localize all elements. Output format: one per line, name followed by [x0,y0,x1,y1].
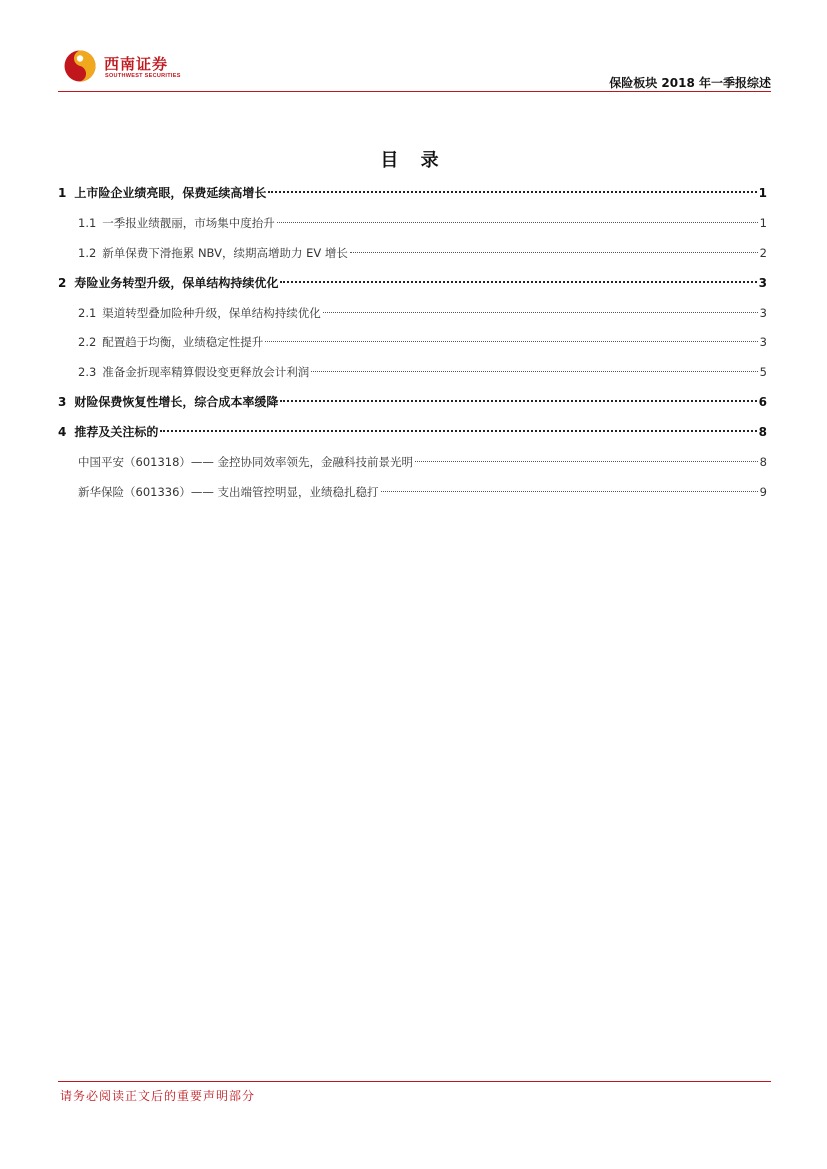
toc-entry-1-1[interactable] [58,211,767,241]
dot-leader [268,191,756,193]
dot-leader [160,430,756,432]
toc-entry-ping-an[interactable] [58,450,767,480]
toc-entry-number: 1 [58,186,67,200]
dot-leader [277,222,758,223]
company-logo [64,50,204,84]
toc-entry-text: 配置趋于均衡，业绩稳定性提升 [102,335,264,350]
header-divider [58,91,771,92]
toc-entry-number: 2.3 [78,365,97,380]
toc-entry-number: 4 [58,425,67,440]
toc-entry-text: 寿险业务转型升级，保单结构持续优化 [74,275,279,290]
toc-entry-2-3[interactable] [58,360,767,390]
toc-entry-text: 新华保险（601336）—— 支出端管控明显，业绩稳扎稳打 [78,484,379,499]
report-title: 保险板块 2018 年一季报综述 [609,76,771,90]
dot-leader [415,461,758,462]
toc-heading: 目 录 [380,150,447,171]
dot-leader [280,281,756,283]
logo-chinese-name: 西南证券 [104,55,169,73]
toc-entry-text: 准备金折现率精算假设变更释放会计利润 [102,365,310,380]
page-header [58,48,771,92]
toc-entry-text: 一季报业绩靓丽，市场集中度抬升 [102,215,275,230]
toc-entry-number: 2.1 [78,305,97,320]
toc-entry-text: 渠道转型叠加险种升级，保单结构持续优化 [102,305,321,320]
dot-leader [311,371,757,372]
toc-entry-1-2[interactable] [58,241,767,271]
toc-entry-number: 1.2 [78,245,97,260]
toc-entry-page: 3 [759,335,767,350]
toc-entry-number: 2 [58,275,67,290]
toc-entry-text: 推荐及关注标的 [74,425,159,440]
toc-entry-text: 财险保费恢复性增长，综合成本率缓降 [74,395,279,410]
toc-entry-page: 3 [758,275,767,290]
table-of-contents [58,181,767,510]
dot-leader [323,312,758,313]
toc-entry-2-1[interactable] [58,301,767,331]
dot-leader [381,491,758,492]
toc-entry-3[interactable] [58,390,767,420]
logo-english-name: SOUTHWEST SECURITIES [105,73,181,79]
southwest-securities-logo-icon [64,50,96,82]
toc-entry-2-2[interactable] [58,330,767,360]
toc-entry-page: 1 [759,215,767,230]
toc-entry-page: 3 [759,305,767,320]
dot-leader [265,341,757,342]
toc-entry-page: 1 [758,186,767,200]
footer-disclaimer: 请务必阅读正文后的重要声明部分 [60,1089,256,1103]
toc-entry-text: 上市险企业绩亮眼，保费延续高增长 [74,186,267,200]
toc-entry-page: 2 [759,245,767,260]
toc-entry-page: 5 [759,365,767,380]
dot-leader [280,400,756,402]
dot-leader [350,252,758,253]
toc-entry-page: 9 [759,484,767,499]
toc-entry-text: 新单保费下滑拖累 NBV，续期高增助力 EV 增长 [102,245,348,260]
footer-divider [58,1081,771,1082]
toc-entry-page: 8 [758,425,767,440]
toc-entry-text: 中国平安（601318）—— 金控协同效率领先，金融科技前景光明 [78,455,414,470]
toc-entry-page: 8 [759,455,767,470]
toc-entry-1[interactable] [58,181,767,211]
toc-entry-page: 6 [758,395,767,410]
toc-entry-2[interactable] [58,271,767,301]
toc-entry-number: 3 [58,395,67,410]
toc-entry-number: 1.1 [78,215,97,230]
toc-entry-new-china-life[interactable] [58,480,767,510]
toc-entry-4[interactable] [58,420,767,450]
toc-entry-number: 2.2 [78,335,97,350]
